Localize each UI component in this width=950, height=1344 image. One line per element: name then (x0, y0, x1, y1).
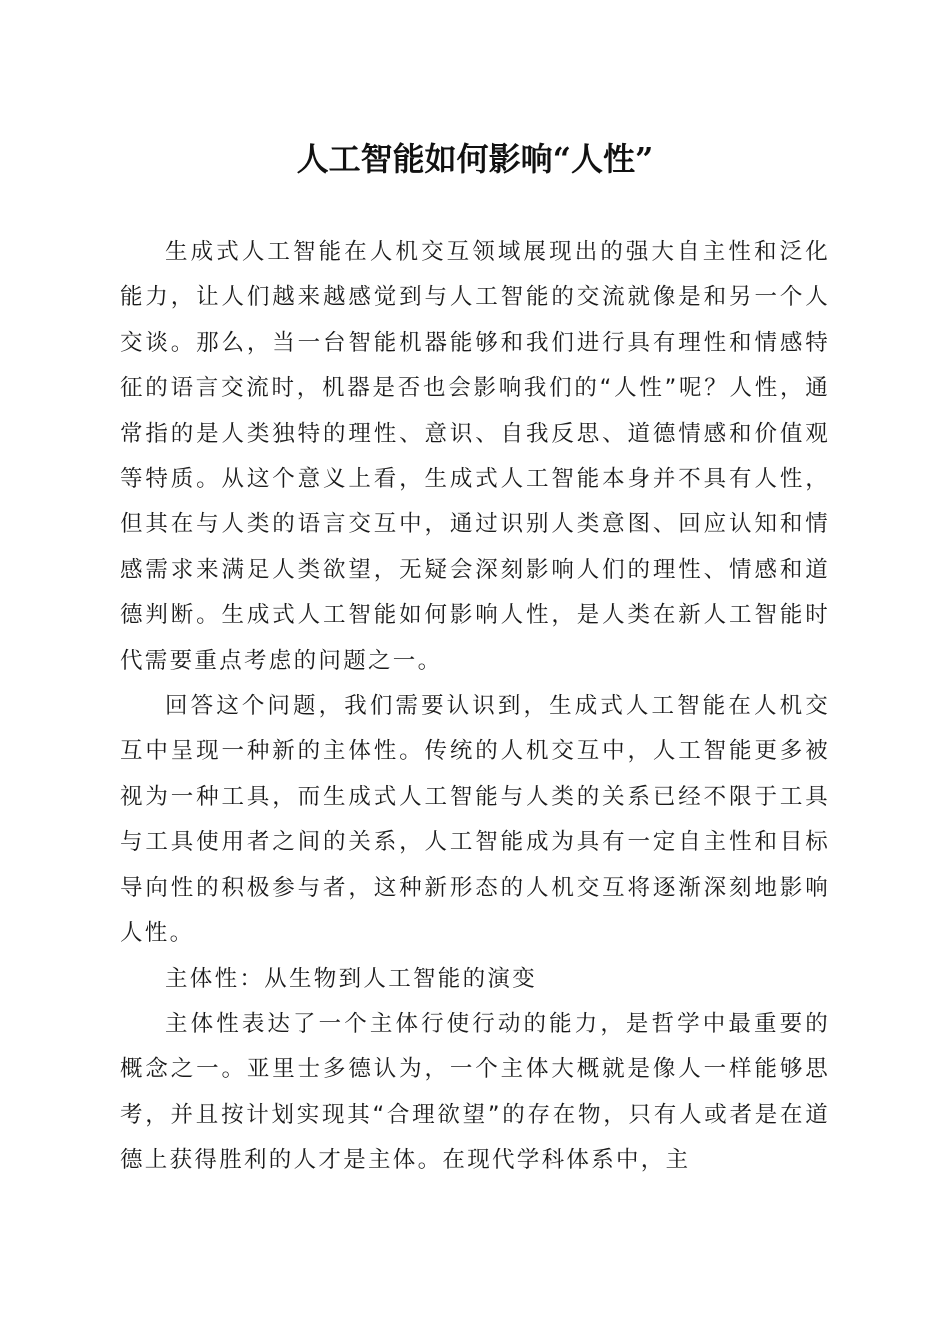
paragraph-subjectivity: 回答这个问题，我们需要认识到，生成式人工智能在人机交互中呈现一种新的主体性。传统的人机交互中，人工智能更多被视为一种工具，而生成式人工智能与人类的关系已经不限于工具与工具使用者之间的关系，人工智能成为具有一定自主性和目标导向性的积极参与者，这种新形态的人机交互将逐渐深刻地影响人性。 (120, 693, 830, 947)
section-heading: 主体性：从生物到人工智能的演变 (165, 965, 538, 992)
paragraph-aristotle: 主体性表达了一个主体行使行动的能力，是哲学中最重要的概念之一。亚里士多德认为，一个主体大概就是像人一样能够思考，并且按计划实现其“合理欲望”的存在物，只有人或者是在道德上获得胜利的人才是主体。在现代学科体系中，主 (120, 1010, 830, 1174)
paragraph-intro: 生成式人工智能在人机交互领域展现出的强大自主性和泛化能力，让人们越来越感觉到与人工智能的交流就像是和另一个人交谈。那么，当一台智能机器能够和我们进行具有理性和情感特征的语言交流时，机器是否也会影响我们的“人性”呢？人性，通常指的是人类独特的理性、意识、自我反思、道德情感和价值观等特质。从这个意义上看，生成式人工智能本身并不具有人性，但其在与人类的语言交互中，通过识别人类意图、回应认知和情感需求来满足人类欲望，无疑会深刻影响人们的理性、情感和道德判断。生成式人工智能如何影响人性，是人类在新人工智能时代需要重点考虑的问题之一。 (120, 239, 830, 674)
document-body (120, 230, 830, 1184)
document-title: 人工智能如何影响“人性” (296, 140, 654, 178)
